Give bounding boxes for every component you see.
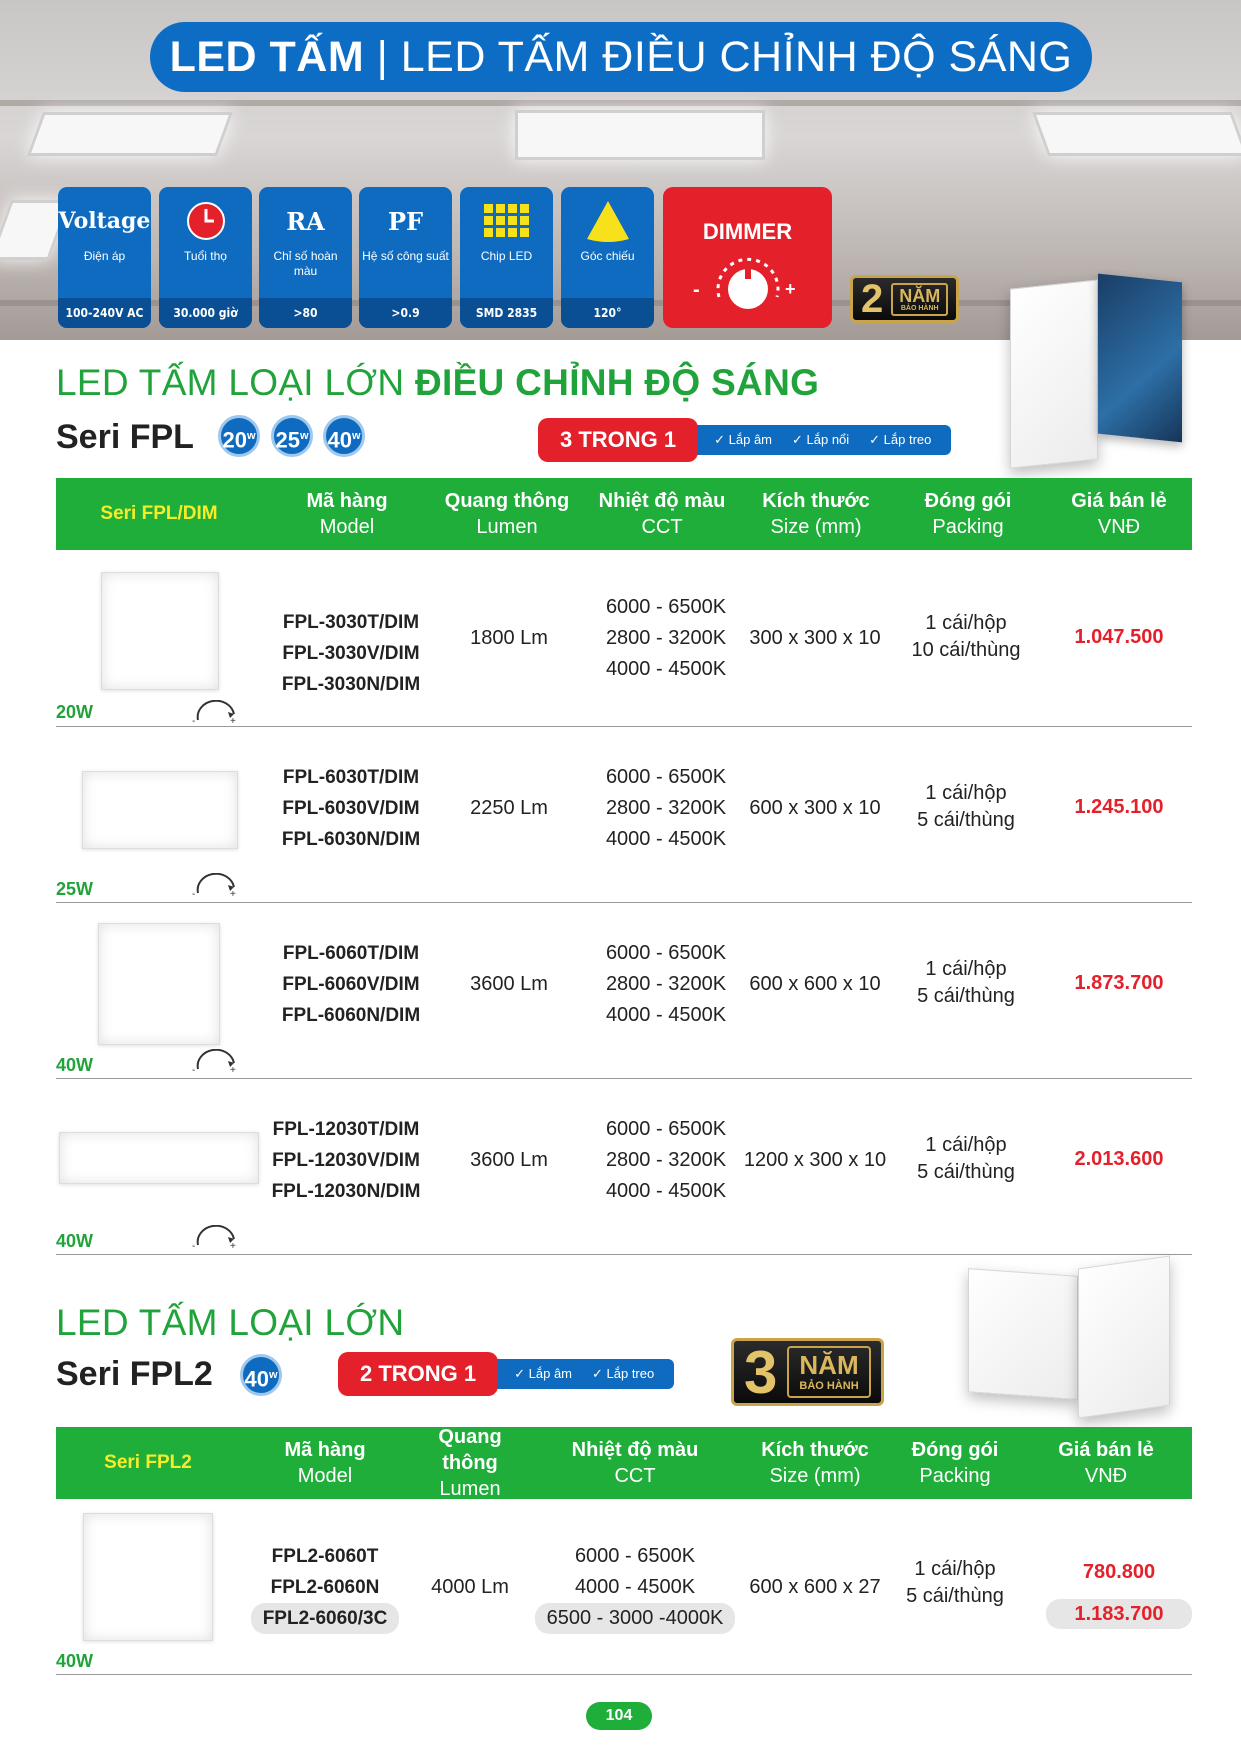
header-cct: Nhiệt độ màu CCT — [598, 490, 726, 538]
cct-list: 6000 - 6500K 4000 - 4500K 6500 - 3000 -4000K — [530, 1541, 740, 1634]
spec-label: Chip LED — [480, 249, 533, 263]
model-3c-pill: FPL2-6060/3C — [251, 1603, 400, 1634]
watt-label: 40W — [56, 1231, 94, 1251]
dimmer-minus: - — [693, 279, 700, 301]
spec-label: Góc chiếu — [580, 249, 635, 263]
spec-value: >0.9 — [359, 298, 452, 328]
cct-list: 6000 - 6500K 2800 - 3200K 4000 - 4500K — [605, 766, 727, 850]
dimmer-knob-icon — [663, 245, 832, 315]
warranty-word: NĂM — [899, 285, 941, 306]
header-model: Mã hàng Model — [306, 490, 388, 538]
dimmer-icon — [190, 1225, 240, 1249]
spec-beam-angle — [561, 187, 654, 328]
price-value: 1.047.500 — [1074, 626, 1164, 648]
svg-text:+: + — [230, 716, 236, 724]
dimmer-icon — [190, 873, 240, 897]
svg-text:+: + — [230, 1065, 236, 1073]
svg-text:-: - — [192, 1241, 196, 1249]
watt-label: 40W — [56, 1651, 94, 1671]
combo-label: 2 TRONG 1 — [338, 1352, 498, 1396]
mount-options — [488, 1359, 674, 1389]
header-lumen: Quang thông Lumen — [438, 1426, 502, 1500]
clock-icon — [159, 187, 252, 249]
header-price: Giá bán lẻ VNĐ — [1058, 1439, 1154, 1487]
spec-label: Hệ số công suất — [362, 249, 449, 263]
dimmer-icon — [190, 1049, 240, 1073]
header-series: Seri FPL2 — [104, 1452, 192, 1473]
size-value: 1200 x 300 x 10 — [743, 1149, 887, 1171]
page-number: 104 — [586, 1702, 652, 1730]
product-image — [101, 572, 219, 690]
section2-seri: Seri FPL2 — [56, 1355, 213, 1393]
warranty-2-years-badge — [850, 275, 959, 323]
beam-angle-icon — [561, 187, 654, 249]
lumen-value: 3600 Lm — [470, 1149, 548, 1171]
pf-icon: PF — [387, 206, 424, 236]
lumen-value: 2250 Lm — [470, 797, 548, 819]
header-packing: Đóng gói Packing — [924, 490, 1012, 538]
cct-3c-pill: 6500 - 3000 -4000K — [535, 1603, 736, 1634]
warranty-sub: BẢO HÀNH — [799, 1380, 859, 1392]
table-row — [56, 903, 1192, 1079]
spec-chip — [460, 187, 553, 328]
header-model: Mã hàng Model — [284, 1439, 366, 1487]
watt-badge-40: 40$^w$ — [323, 415, 365, 457]
price-3c-value: 1.183.700 — [1046, 1599, 1192, 1629]
warranty-number: 2 — [861, 276, 884, 321]
spec-value: 100-240V AC — [58, 298, 151, 328]
table-row — [56, 550, 1192, 727]
model-list: FPL-6030T/DIM FPL-6030V/DIM FPL-6030N/DIM — [281, 767, 421, 850]
packing-value: 1 cái/hộp 5 cái/thùng — [917, 1134, 1015, 1183]
voltage-icon: Voltage — [58, 208, 151, 234]
header-series: Seri FPL/DIM — [100, 503, 218, 524]
header-packing: Đóng gói Packing — [911, 1439, 999, 1487]
ra-icon: RA — [286, 206, 325, 236]
spec-lifetime — [159, 187, 252, 328]
dimmer-label: DIMMER — [702, 219, 793, 244]
section1-combo — [538, 418, 951, 462]
size-value: 600 x 600 x 10 — [749, 973, 881, 995]
section2-title: LED TẤM LOẠI LỚN — [56, 1302, 405, 1343]
price-value: 780.800 — [1082, 1561, 1156, 1583]
product-image — [82, 771, 238, 849]
spec-value: 30.000 giờ — [159, 298, 252, 328]
page-banner: LED TẤM | LED TẤM ĐIỀU CHỈNH ĐỘ SÁNG — [150, 22, 1092, 92]
watt-label: 40W — [56, 1055, 94, 1075]
watt-label: 20W — [56, 702, 94, 722]
model-list: FPL-3030T/DIM FPL-3030V/DIM FPL-3030N/DIM — [281, 612, 421, 695]
lumen-value: 1800 Lm — [470, 627, 548, 649]
watt-badge-40: 40$^w$ — [240, 1354, 282, 1396]
spec-label: Chỉ số hoàn màu — [273, 249, 338, 278]
packing-value: 1 cái/hộp 5 cái/thùng — [917, 958, 1015, 1007]
product-image — [83, 1513, 213, 1641]
spec-value: SMD 2835 — [460, 298, 553, 328]
lumen-value: 4000 Lm — [431, 1576, 509, 1598]
combo-label: 3 TRONG 1 — [538, 418, 698, 462]
price-value: 2.013.600 — [1074, 1148, 1164, 1170]
size-value: 600 x 300 x 10 — [749, 797, 881, 819]
dimmer-badge — [663, 187, 832, 328]
mount-surface: ✓ Lắp nổi — [792, 432, 850, 447]
svg-text:-: - — [192, 716, 196, 724]
mount-suspended: ✓ Lắp treo — [592, 1366, 655, 1381]
mount-recessed: ✓ Lắp âm — [514, 1366, 573, 1381]
watt-label: 25W — [56, 879, 94, 899]
size-value: 600 x 600 x 27 — [749, 1576, 881, 1598]
price-value: 1.873.700 — [1074, 972, 1164, 994]
dimmer-icon — [190, 700, 240, 724]
header-size: Kích thước Size (mm) — [762, 490, 870, 538]
header-cct: Nhiệt độ màu CCT — [571, 1439, 699, 1487]
product-photo-panel-back — [1098, 274, 1182, 443]
table-row — [56, 1499, 1192, 1675]
price-value: 1.245.100 — [1074, 796, 1164, 818]
product-image — [59, 1132, 259, 1184]
product-photo-dim-panel — [1010, 279, 1098, 468]
section2-combo — [338, 1352, 674, 1396]
packing-value: 1 cái/hộp 5 cái/thùng — [906, 1558, 1004, 1607]
warranty-word: NĂM — [799, 1350, 859, 1380]
spec-ra — [259, 187, 352, 328]
product-image — [98, 923, 220, 1045]
product-photo-fpl2-back — [1078, 1256, 1170, 1419]
mount-options — [688, 425, 951, 455]
section1-table-header — [56, 478, 1192, 550]
section1-seri: Seri FPL — [56, 418, 194, 456]
model-list: FPL-12030T/DIM FPL-12030V/DIM FPL-12030N/DIM — [271, 1119, 421, 1202]
spec-value: >80 — [259, 298, 352, 328]
svg-text:-: - — [192, 1065, 196, 1073]
spec-voltage — [58, 187, 151, 328]
spec-label: Điện áp — [83, 249, 126, 263]
chip-icon — [460, 187, 553, 249]
cct-list: 6000 - 6500K 2800 - 3200K 4000 - 4500K — [605, 596, 727, 680]
dimmer-plus: + — [785, 279, 796, 299]
warranty-sub: BẢO HÀNH — [900, 304, 939, 312]
table-row — [56, 727, 1192, 903]
svg-text:+: + — [230, 1241, 236, 1249]
mount-recessed: ✓ Lắp âm — [714, 432, 773, 447]
lumen-value: 3600 Lm — [470, 973, 548, 995]
table-row — [56, 1079, 1192, 1255]
spec-label: Tuổi thọ — [184, 249, 227, 263]
model-list: FPL2-6060T FPL2-6060N FPL2-6060/3C — [240, 1541, 410, 1634]
watt-badge-20: 20$^w$ — [218, 415, 260, 457]
warranty-number: 3 — [744, 1338, 778, 1406]
svg-text:-: - — [192, 889, 196, 897]
warranty-3-years-badge — [731, 1338, 884, 1406]
mount-suspended: ✓ Lắp treo — [869, 432, 932, 447]
spec-value: 120° — [561, 298, 654, 328]
product-photo-fpl2-front — [968, 1268, 1078, 1400]
header-size: Kích thước Size (mm) — [761, 1439, 869, 1487]
packing-value: 1 cái/hộp 10 cái/thùng — [911, 612, 1021, 661]
svg-text:+: + — [230, 889, 236, 897]
packing-value: 1 cái/hộp 5 cái/thùng — [917, 782, 1015, 831]
cct-list: 6000 - 6500K 2800 - 3200K 4000 - 4500K — [605, 1118, 727, 1202]
watt-badge-25: 25$^w$ — [271, 415, 313, 457]
size-value: 300 x 300 x 10 — [749, 627, 881, 649]
cct-list: 6000 - 6500K 2800 - 3200K 4000 - 4500K — [605, 942, 727, 1026]
header-lumen: Quang thông Lumen — [444, 490, 570, 538]
spec-pf — [359, 187, 452, 328]
model-list: FPL-6060T/DIM FPL-6060V/DIM FPL-6060N/DIM — [281, 943, 421, 1026]
section1-title: LED TẤM LOẠI LỚN ĐIỀU CHỈNH ĐỘ SÁNG — [56, 362, 820, 403]
section2-table-header — [56, 1427, 1192, 1499]
header-price: Giá bán lẻ VNĐ — [1071, 490, 1167, 538]
